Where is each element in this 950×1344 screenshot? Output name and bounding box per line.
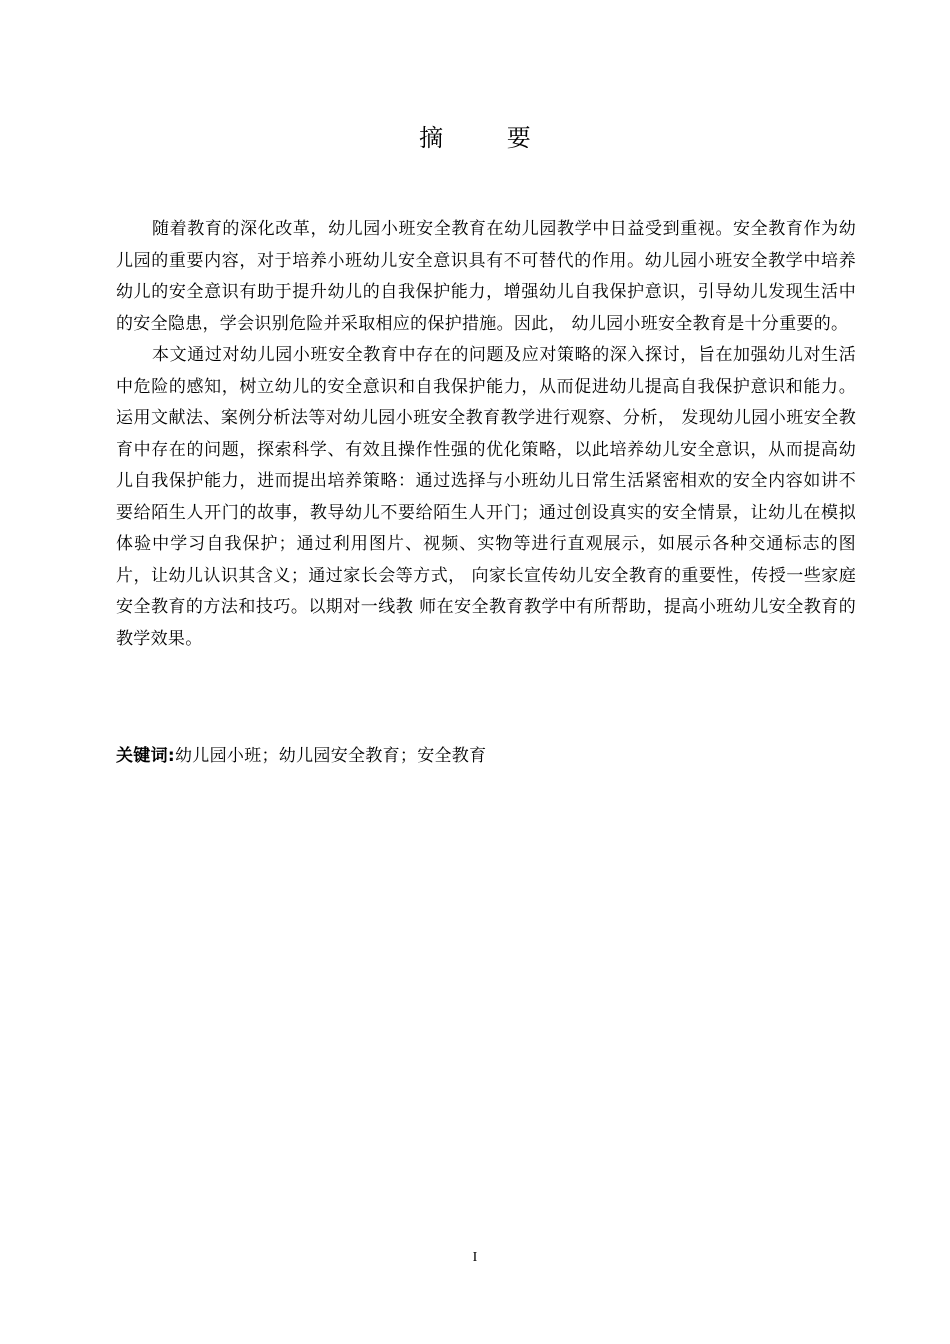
keywords-line [116, 742, 856, 770]
abstract-paragraph-1: 随着教育的深化改革，幼儿园小班安全教育在幼儿园教学中日益受到重视。安全教育作为幼儿园的重要内容，对于培养小班幼儿安全意识具有不可替代的作用。幼儿园小班安全教学中培养幼儿的安全意识有助于提升幼儿的自我保护能力，增强幼儿自我保护意识，引导幼儿发现生活中的安全隐患，学会识别危险并采取相应的保护措施。因此， 幼儿园小班安全教育是十分重要的。 [116, 219, 856, 334]
abstract-body [116, 214, 856, 655]
keywords-label: 关键词: [116, 746, 175, 766]
keywords-value: 幼儿园小班；幼儿园安全教育；安全教育 [175, 746, 487, 766]
abstract-paragraph-2: 本文通过对幼儿园小班安全教育中存在的问题及应对策略的深入探讨，旨在加强幼儿对生活中危险的感知，树立幼儿的安全意识和自我保护能力，从而促进幼儿提高自我保护意识和能力。运用文献法、案例分析法等对幼儿园小班安全教育教学进行观察、分析， 发现幼儿园小班安全教育中存在的问题，探索科学、有效且操作性强的优化策略，以此培养幼儿安全意识，从而提高幼儿自我保护能力，进而提出培养策略：通过选择与小班幼儿日常生活紧密相欢的安全内容如讲不要给陌生人开门的故事，教导幼儿不要给陌生人开门；通过创设真实的安全情景，让幼儿在模拟体验中学习自我保护；通过利用图片、视频、实物等进行直观展示，如展示各种交通标志的图片，让幼儿认识其含义；通过家长会等方式， 向家长宣传幼儿安全教育的重要性，传授一些家庭安全教育的方法和技巧。以期对一线教 师在安全教育教学中有所帮助，提高小班幼儿安全教育的教学效果。 [116, 345, 856, 649]
page-number: I [472, 1250, 478, 1265]
page-title: 摘 要 [419, 124, 559, 152]
